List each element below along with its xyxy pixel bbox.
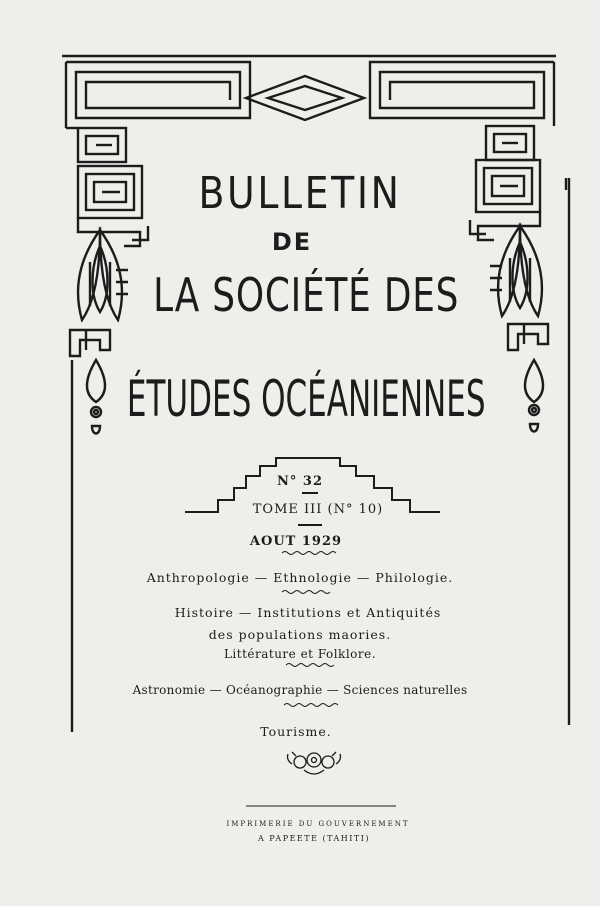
- title-etudes-oceaniennes: ÉTUDES OCÉANIENNES: [126, 370, 486, 428]
- diamond-ornament: [246, 76, 364, 120]
- issue-number: N° 32: [277, 474, 323, 489]
- meander-right: [370, 62, 554, 118]
- subject-line-anthropologie: Anthropologie — Ethnologie — Philologie.: [146, 570, 454, 585]
- meander-left: [66, 62, 250, 128]
- title-bulletin: BULLETIN: [198, 168, 402, 219]
- issue-tome: TOME III (N° 10): [252, 502, 384, 517]
- title-de: DE: [271, 228, 313, 256]
- subject-line-astronomie: Astronomie — Océanographie — Sciences naturelles: [132, 683, 468, 697]
- issue-date: AOUT 1929: [249, 534, 343, 549]
- imprint-location: A PAPEETE (TAHITI): [257, 834, 371, 843]
- subject-line-histoire: Histoire — Institutions et Antiquités: [174, 605, 442, 620]
- subject-line-litterature: Littérature et Folklore.: [223, 647, 377, 661]
- subject-line-tourisme: Tourisme.: [260, 724, 332, 739]
- imprint-printer: IMPRIMERIE DU GOUVERNEMENT: [226, 820, 410, 828]
- subject-line-populations: des populations maories.: [208, 627, 392, 642]
- title-societe: LA SOCIÉTÉ DES: [152, 268, 460, 322]
- floral-vignette: [288, 752, 341, 774]
